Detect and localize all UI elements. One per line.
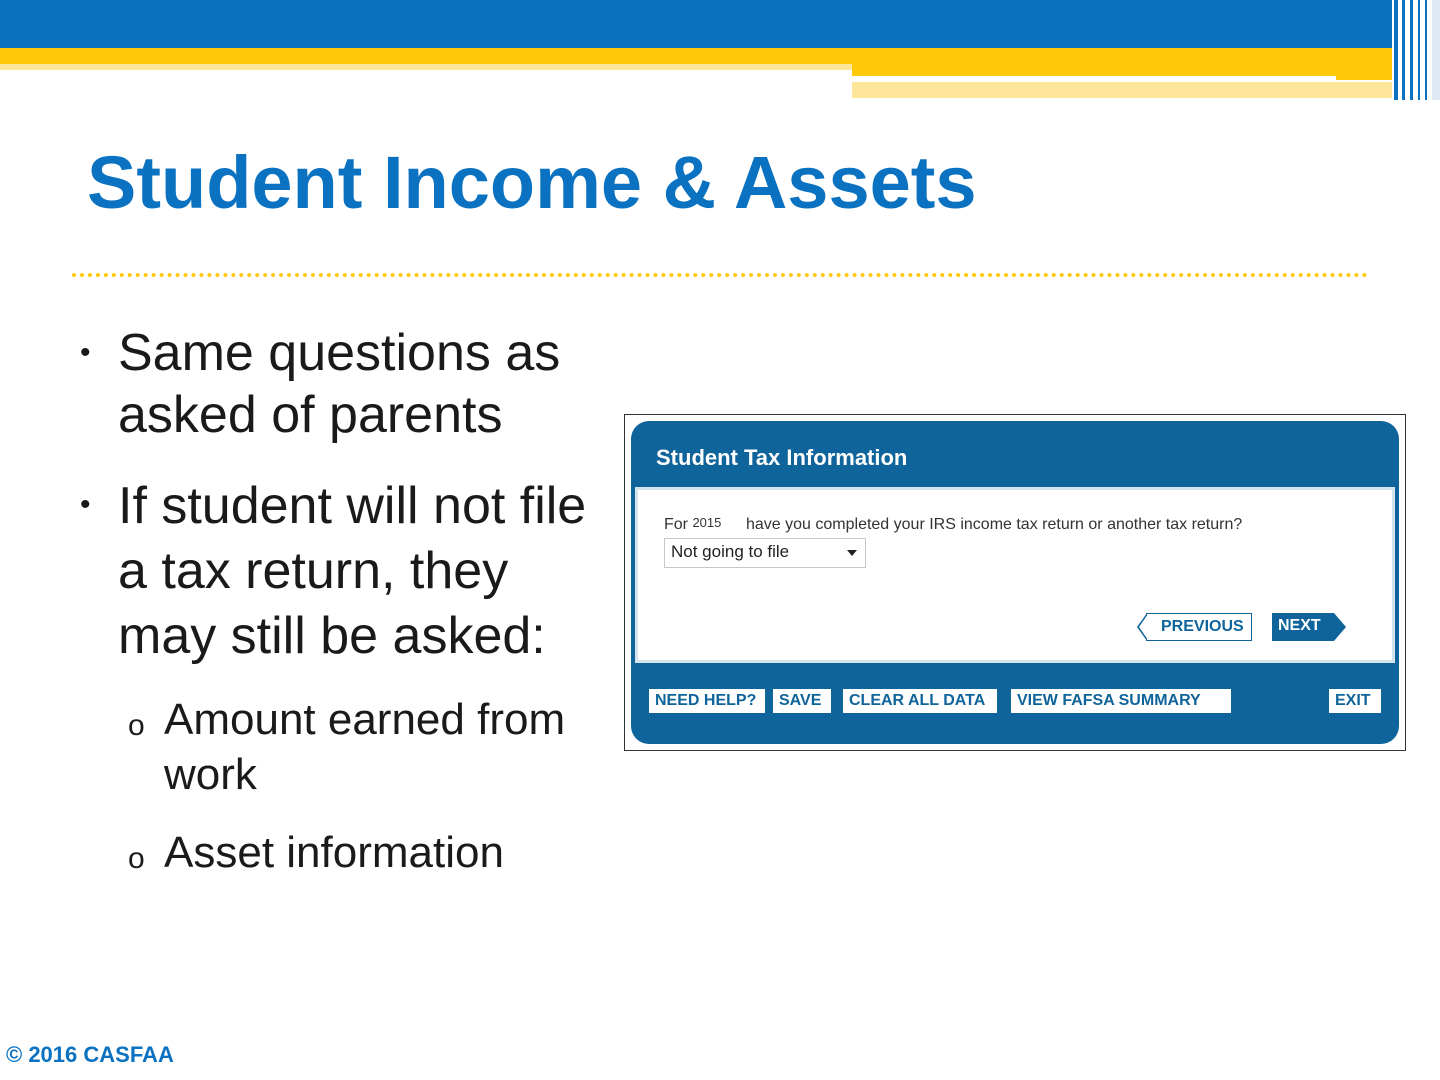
previous-button[interactable] xyxy=(1146,613,1252,641)
next-button-label: NEXT xyxy=(1278,617,1321,634)
save-button[interactable]: SAVE xyxy=(773,689,831,713)
arrow-right-icon xyxy=(1334,613,1346,641)
fafsa-panel-title: Student Tax Information xyxy=(656,445,908,470)
sub-bullet-text: Amount earned from work xyxy=(164,695,566,799)
tax-status-select[interactable] xyxy=(664,538,866,568)
slide-title: Student Income & Assets xyxy=(87,141,977,224)
question-prefix xyxy=(664,516,721,534)
header-pale-bar xyxy=(0,64,852,70)
header-pale-bar-2 xyxy=(852,82,1412,98)
copyright-footer: © 2016 CASFAA xyxy=(6,1042,174,1067)
title-divider xyxy=(72,273,1368,277)
sub-bullet-marker: o xyxy=(128,842,145,875)
header-white-line xyxy=(852,76,1336,80)
chevron-down-icon xyxy=(847,550,857,556)
clear-all-data-button[interactable]: CLEAR ALL DATA xyxy=(843,689,997,713)
fafsa-panel-body xyxy=(635,487,1395,663)
fafsa-screenshot xyxy=(624,414,1406,751)
fafsa-panel xyxy=(631,421,1399,744)
question-year: 2015 xyxy=(692,515,722,530)
corner-stripes-decoration xyxy=(1392,0,1440,100)
question-text: have you completed your IRS income tax return or another tax return? xyxy=(746,516,1243,533)
sub-bullet-marker: o xyxy=(128,709,145,742)
header-blue-bar xyxy=(0,0,1440,48)
arrow-left-icon xyxy=(1137,613,1147,641)
question-prefix-text: For xyxy=(664,516,688,533)
view-fafsa-summary-button[interactable]: VIEW FAFSA SUMMARY xyxy=(1011,689,1231,713)
previous-button-label: PREVIOUS xyxy=(1161,618,1244,635)
bullet-dot: • xyxy=(80,336,91,369)
bullet-text: Same questions as asked of parents xyxy=(118,324,561,444)
exit-button[interactable]: EXIT xyxy=(1329,689,1381,713)
tax-status-select-value: Not going to file xyxy=(671,542,790,561)
need-help-button[interactable]: NEED HELP? xyxy=(649,689,765,713)
next-button[interactable] xyxy=(1272,613,1334,641)
bullet-text: If student will not file a tax return, they may still be asked: xyxy=(118,477,587,665)
sub-bullet-text: Asset information xyxy=(164,828,504,877)
bullet-dot: • xyxy=(80,488,91,521)
